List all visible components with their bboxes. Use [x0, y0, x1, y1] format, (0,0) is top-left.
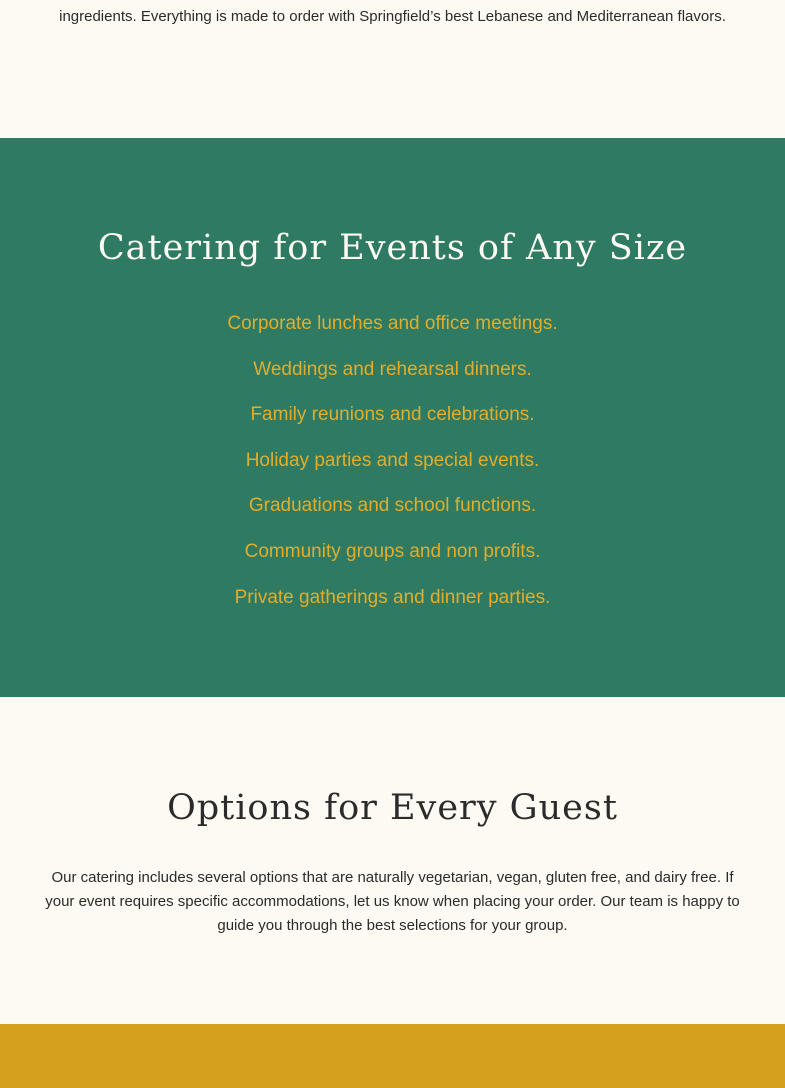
event-type-item: Family reunions and celebrations. [250, 404, 535, 426]
event-type-item: Corporate lunches and office meetings. [227, 313, 558, 334]
intro-paragraph: ingredients. Everything is made to order with Springfield’s best Lebanese and Mediterranean flavors. [59, 8, 726, 25]
event-types-list [0, 301, 785, 620]
event-type-item: Weddings and rehearsal dinners. [253, 358, 532, 380]
options-section [0, 697, 785, 1024]
event-type-item: Graduations and school functions. [248, 495, 537, 517]
options-paragraph: Our catering includes several options that are naturally vegetarian, vegan, gluten free, and dairy free. If your event requires specific accommodations, let us know when placing your order. Our team is happy to guide you through the best selections for your group. [45, 869, 740, 934]
catering-section [0, 138, 785, 697]
catering-heading: Catering for Events of Any Size [97, 228, 688, 268]
event-type-item: Private gatherings and dinner parties. [234, 586, 551, 608]
intro-section [0, 0, 785, 138]
options-heading: Options for Every Guest [167, 788, 618, 828]
gold-section-band [0, 1024, 785, 1088]
event-type-item: Holiday parties and special events. [245, 449, 540, 471]
event-type-item: Community groups and non profits. [244, 540, 541, 562]
